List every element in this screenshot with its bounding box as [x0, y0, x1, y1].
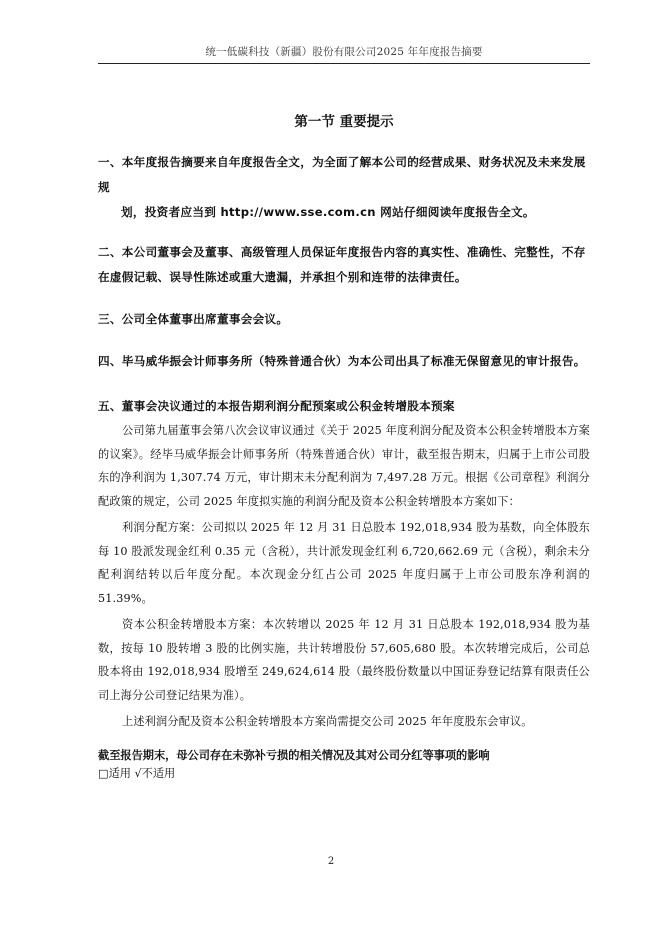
notice-item-1-line-1: 一、本年度报告摘要来自年度报告全文，为全面了解本公司的经营成果、财务状况及未来发展规 — [98, 155, 586, 194]
page-number: 2 — [327, 856, 335, 867]
notice-item-4: 四、毕马威华振会计师事务所（特殊普通合伙）为本公司出具了标准无保留意见的审计报告。 — [98, 354, 586, 368]
section-title: 第一节 重要提示 — [294, 114, 394, 130]
applicability-checkbox-line: □适用 √不适用 — [98, 766, 176, 780]
body-paragraph-capital-reserve-plan: 资本公积金转增股本方案：本次转增以 2025 年 12 月 31 日总股本 192,018,934 股为基数，按每 10 股转增 3 股的比例实施，共计转增股份 57,605,680 股。本次转增完成后，公司总股本将由 192,018,934 股增至 249,624,614 股（最终股份数量以中国证券登记结算有限责任公司上海分公司登记结果为准）。 — [98, 618, 590, 702]
sub-heading-uncovered-losses: 截至报告期末，母公司存在未弥补亏损的相关情况及其对公司分红等事项的影响 — [98, 748, 490, 762]
notice-item-1-line-2: 划，投资者应当到 http://www.sse.com.cn 网站仔细阅读年度报告全文。 — [121, 205, 535, 219]
notice-item-1 — [98, 150, 590, 225]
notice-item-2: 二、本公司董事会及董事、高级管理人员保证年度报告内容的真实性、准确性、完整性，不存在虚假记载、误导性陈述或重大遗漏，并承担个别和连带的法律责任。 — [98, 245, 586, 284]
body-paragraph-profit-resolution: 公司第九届董事会第八次会议审议通过《关于 2025 年度利润分配及资本公积金转增股本方案的议案》。经毕马威华振会计师事务所（特殊普通合伙）审计，截至报告期末，归属于上市公司股东的净利润为 1,307.74 万元，审计期末未分配利润为 7,497.28 万元。根据《公司章程》利润分配政策的规定，公司 2025 年度拟实施的利润分配及资本公积金转增股本方案如下： — [98, 424, 590, 508]
running-header: 统一低碳科技（新疆）股份有限公司2025 年年度报告摘要 — [205, 46, 483, 58]
body-paragraph-shareholder-approval: 上述利润分配及资本公积金转增股本方案尚需提交公司 2025 年年度股东会审议。 — [122, 715, 533, 728]
notice-item-5: 五、董事会决议通过的本报告期利润分配预案或公积金转增股本预案 — [98, 399, 455, 413]
body-paragraph-dividend-plan: 利润分配方案：公司拟以 2025 年 12 月 31 日总股本 192,018,934 股为基数，向全体股东每 10 股派发现金红利 0.35 元（含税），共计派发现金红利 6,720,662.69 元（含税），剩余未分配利润结转以后年度分配。本次现金分红占公司 2025 年度归属于上市公司股东净利润的 51.39%。 — [98, 521, 590, 605]
notice-item-3: 三、公司全体董事出席董事会会议。 — [98, 312, 289, 326]
document-body — [98, 150, 590, 783]
header-divider — [98, 63, 590, 64]
